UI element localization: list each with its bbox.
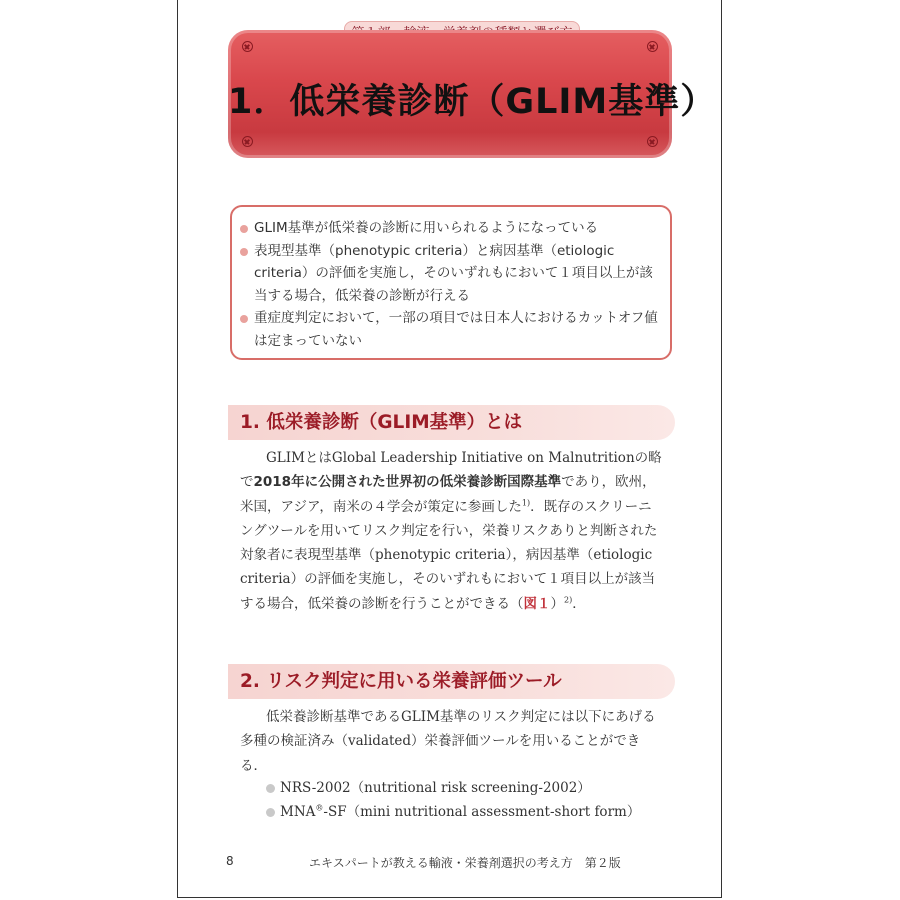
bolt-icon (647, 41, 658, 52)
tool-name-suffix: -SF（mini nutritional assessment-short form） (323, 804, 641, 820)
list-item (266, 800, 666, 824)
reference-marker: 1) (521, 498, 531, 508)
text-span: ） (550, 595, 564, 612)
tool-list (266, 776, 666, 824)
tool-name: NRS-2002（nutritional risk screening-2002） (280, 780, 591, 796)
tool-name: MNA (280, 804, 316, 820)
summary-item: 表現型基準（phenotypic criteria）と病因基準（etiologic criteria）の評価を実施し，そのいずれもにおいて１項目以上が該当する場合，低栄養の診断が行える (254, 240, 660, 308)
page-footer (178, 854, 721, 872)
section1-paragraph (240, 446, 665, 616)
bolt-icon (242, 41, 253, 52)
registered-mark: ® (315, 803, 324, 813)
text-span: ．既存のスクリーニングツールを用いてリスク判定を行い，栄養リスクありと判断された対象者に表現型基準（phenotypic criteria），病因基準（etiologic criteria）の評価を実施し，そのいずれもにおいて１項目以上が該当する場合，低栄養の診断を行うことができる（ (240, 498, 658, 612)
section2-body (240, 705, 665, 778)
book-page (177, 0, 722, 898)
section2-paragraph: 低栄養診断基準であるGLIM基準のリスク判定には以下にあげる多種の検証済み（validated）栄養評価ツールを用いることができる． (240, 709, 656, 774)
section-heading-2: 2. リスク判定に用いる栄養評価ツール (228, 664, 675, 699)
summary-box (230, 205, 672, 360)
section-heading-1: 1. 低栄養診断（GLIM基準）とは (228, 405, 675, 440)
text-span: ． (572, 595, 586, 612)
chapter-banner (228, 30, 717, 158)
text-span: であり，欧州，米国，アジア，南米の４学会が策定に参画した (240, 474, 656, 515)
figure-link[interactable]: 図１ (523, 595, 551, 612)
summary-item: 重症度判定において，一部の項目では日本人におけるカットオフ値は定まっていない (254, 307, 660, 352)
bolt-icon (647, 136, 658, 147)
list-item (266, 776, 666, 800)
reference-marker: 2) (564, 595, 573, 605)
summary-item: GLIM基準が低栄養の診断に用いられるようになっている (254, 217, 660, 240)
book-title: エキスパートが教える輸液・栄養剤選択の考え方 第２版 (309, 856, 621, 870)
page-number: 8 (226, 854, 234, 868)
bolt-icon (242, 136, 253, 147)
bold-text: 2018年に公開された世界初の低栄養診断国際基準 (253, 474, 562, 491)
text-span: GLIMとはGlobal Leadership Initiative on Malnutritionの略で (240, 450, 662, 491)
chapter-title: 1．低栄養診断（GLIM基準） (228, 82, 717, 122)
section1-body (240, 446, 665, 616)
